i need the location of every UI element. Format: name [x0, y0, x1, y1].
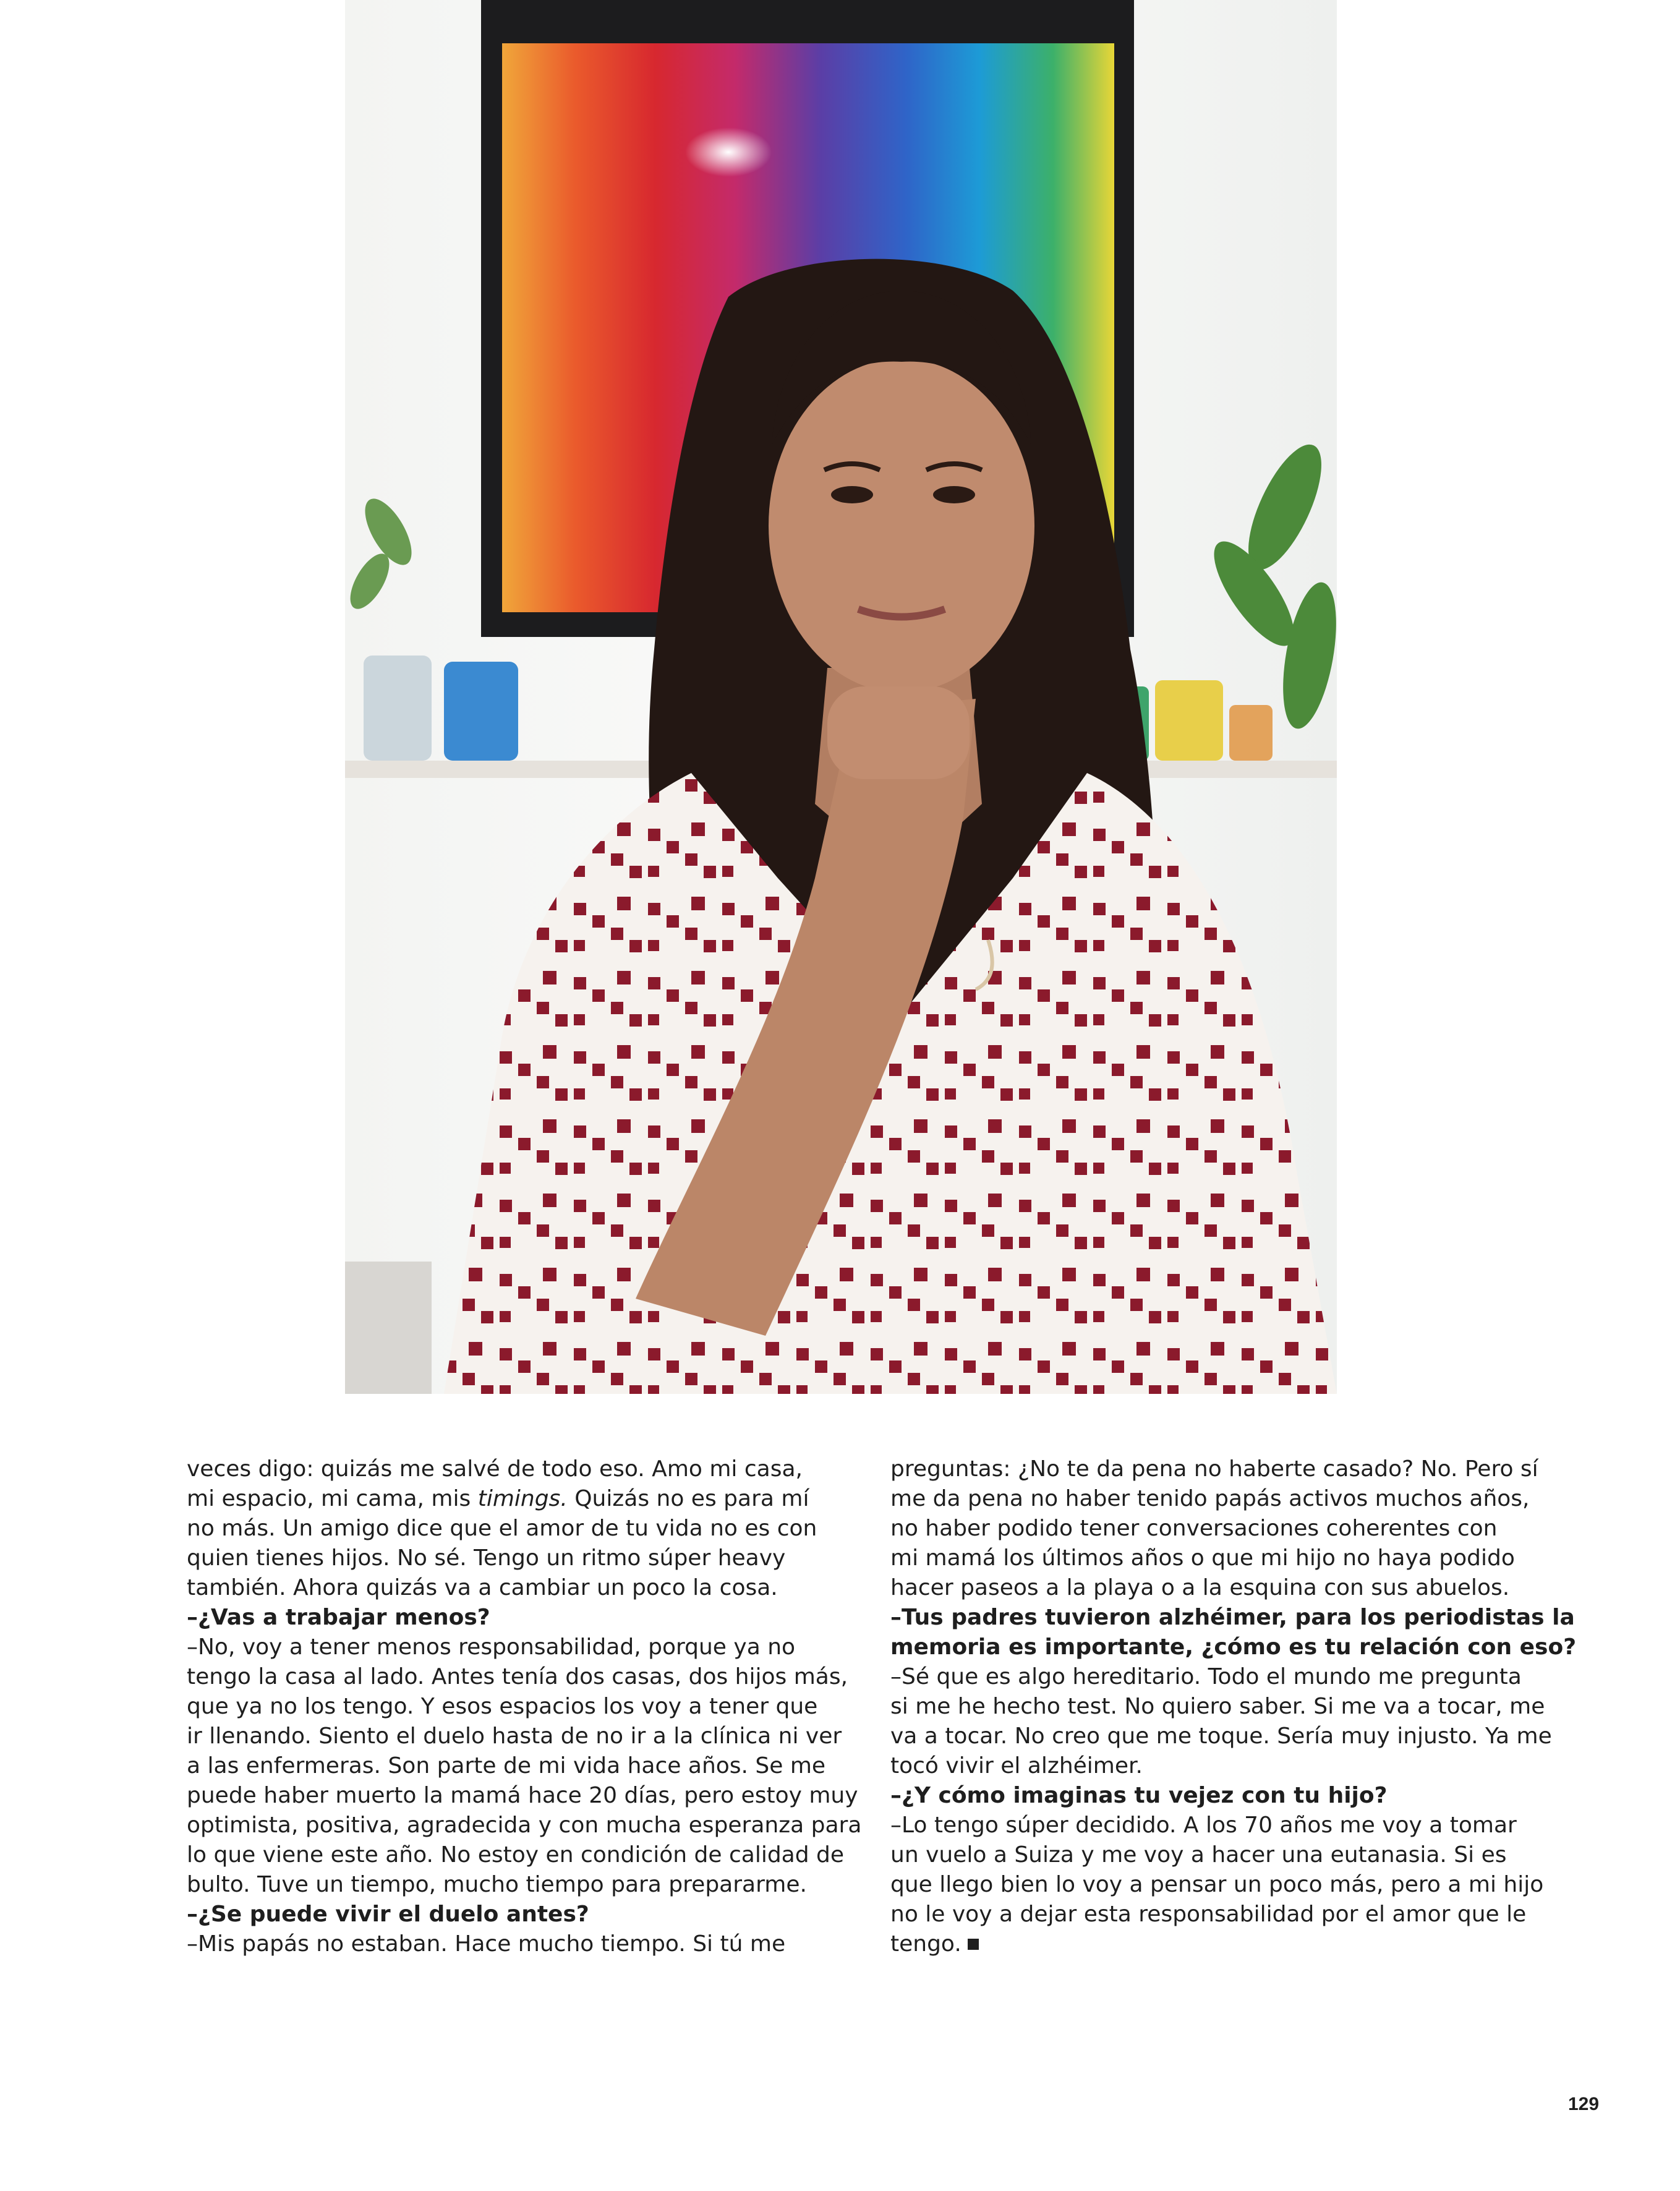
- text-line: me da pena no haber tenido papás activos muchos años,: [890, 1486, 1530, 1511]
- fist: [827, 686, 970, 779]
- text-line: que ya no los tengo. Y esos espacios los voy a tener que: [187, 1694, 818, 1719]
- text-line: a las enfermeras. Son parte de mi vida hace años. Se me: [187, 1753, 826, 1779]
- article-column-left: [187, 1454, 867, 1959]
- right-eye: [933, 486, 975, 503]
- page-number: 129: [1568, 2094, 1600, 2114]
- mug-orange: [1229, 705, 1273, 761]
- text-line: no le voy a dejar esta responsabilidad por el amor que le: [890, 1902, 1527, 1927]
- interview-question: –¿Y cómo imaginas tu vejez con tu hijo?: [890, 1783, 1388, 1808]
- text-line: –Lo tengo súper decidido. A los 70 años me voy a tomar: [890, 1813, 1517, 1838]
- text-line: no más. Un amigo dice que el amor de tu vida no es con: [187, 1516, 817, 1541]
- text-line: tocó vivir el alzhéimer.: [890, 1753, 1143, 1779]
- text-line: mi espacio, mi cama, mis timings. Quizás no es para mí: [187, 1486, 809, 1511]
- text-line: preguntas: ¿No te da pena no haberte casado? No. Pero sí: [890, 1456, 1538, 1482]
- text-line: lo que viene este año. No estoy en condición de calidad de: [187, 1842, 845, 1868]
- text-line: no haber podido tener conversaciones coherentes con: [890, 1516, 1498, 1541]
- text-line: –Mis papás no estaban. Hace mucho tiempo. Si tú me: [187, 1931, 786, 1957]
- text-line: veces digo: quizás me salvé de todo eso. Amo mi casa,: [187, 1456, 803, 1482]
- text-line: mi mamá los últimos años o que mi hijo no haya podido: [890, 1545, 1515, 1571]
- text-line: va a tocar. No creo que me toque. Sería muy injusto. Ya me: [890, 1723, 1552, 1749]
- left-eye: [831, 486, 873, 503]
- end-of-article-mark: [968, 1939, 979, 1950]
- portrait-illustration: [345, 0, 1337, 1394]
- interview-question: –¿Vas a trabajar menos?: [187, 1605, 490, 1630]
- mug-blue: [444, 662, 518, 761]
- article-column-right: [890, 1454, 1577, 1959]
- light-reflection: [685, 127, 772, 177]
- mug-yellow: [1155, 680, 1223, 761]
- chair: [345, 1262, 432, 1394]
- text-line: optimista, positiva, agradecida y con mucha esperanza para: [187, 1813, 862, 1838]
- face: [769, 359, 1034, 693]
- text-line: tengo la casa al lado. Antes tenía dos casas, dos hijos más,: [187, 1664, 848, 1689]
- text-line: hacer paseos a la playa o a la esquina con sus abuelos.: [890, 1575, 1510, 1600]
- mug-left: [364, 656, 432, 761]
- text-line: –Sé que es algo hereditario. Todo el mundo me pregunta: [890, 1664, 1522, 1689]
- text-line: puede haber muerto la mamá hace 20 días, pero estoy muy: [187, 1783, 858, 1808]
- text-line: bulto. Tuve un tiempo, mucho tiempo para prepararme.: [187, 1872, 807, 1897]
- text-line: si me he hecho test. No quiero saber. Si me va a tocar, me: [890, 1694, 1545, 1719]
- text-line: también. Ahora quizás va a cambiar un poco la cosa.: [187, 1575, 778, 1600]
- text-line: tengo.: [890, 1929, 1571, 1959]
- text-line: –No, voy a tener menos responsabilidad, porque ya no: [187, 1634, 796, 1660]
- interview-question: –Tus padres tuvieron alzhéimer, para los periodistas la: [890, 1605, 1575, 1630]
- text-line: quien tienes hijos. No sé. Tengo un ritmo súper heavy: [187, 1545, 786, 1571]
- italic-word: timings.: [477, 1486, 568, 1511]
- text-line: ir llenando. Siento el duelo hasta de no ir a la clínica ni ver: [187, 1723, 842, 1749]
- portrait-photo: [345, 0, 1337, 1394]
- text-line: un vuelo a Suiza y me voy a hacer una eutanasia. Si es: [890, 1842, 1507, 1868]
- text-line: que llego bien lo voy a pensar un poco más, pero a mi hijo: [890, 1872, 1544, 1897]
- interview-question: –¿Se puede vivir el duelo antes?: [187, 1902, 589, 1927]
- interview-question: memoria es importante, ¿cómo es tu relación con eso?: [890, 1634, 1577, 1660]
